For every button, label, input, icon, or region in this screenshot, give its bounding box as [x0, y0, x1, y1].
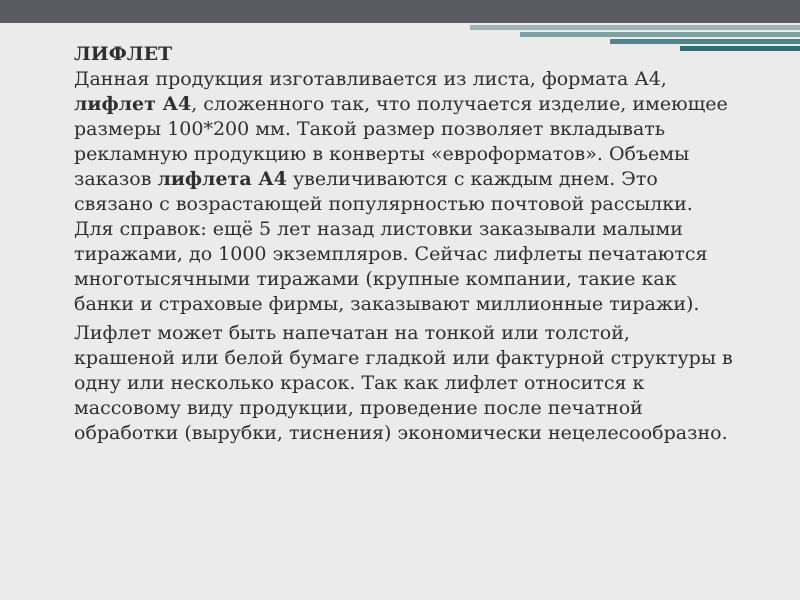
- paragraph-1-text-1: Данная продукция изготавливается из листа, формата А4,: [74, 68, 667, 90]
- paragraph-1-bold-2: лифлета А4: [157, 168, 287, 190]
- paragraph-2: Лифлет может быть напечатан на тонкой или толстой, крашеной или белой бумаге гладкой или фактурной структуры в одну или несколько красок. Так как лифлет относится к массовому виду продукции, проведение после печатной обработки (вырубки, тиснения) экономически нецелесообразно.: [74, 322, 733, 444]
- stripe-1: [470, 25, 800, 30]
- slide-heading: ЛИФЛЕТ: [74, 43, 173, 65]
- paragraph-1-bold-1: лифлет А4: [74, 93, 192, 115]
- paragraph-1-text-2: , сложенного так, что получается изделие, имеющее размеры 100*200 мм. Такой размер позволяет вкладывать рекламную продукцию в конверты «евроформатов». Объемы заказов: [74, 93, 728, 190]
- stripe-2: [520, 32, 800, 37]
- top-bar: [0, 0, 800, 23]
- slide-content: [74, 42, 734, 450]
- paragraph-1: [74, 67, 734, 317]
- paragraph-1-text-3: увеличиваются с каждым днем. Это связано с возрастающей популярностью почтовой рассылки. Для справок: ещё 5 лет назад листовки заказывали малыми тиражами, до 1000 экземпляров. Сейчас лифлеты печатаются многотысячными тиражами (крупные компании, такие как банки и страховые фирмы, заказывают миллионные тиражи).: [74, 168, 708, 315]
